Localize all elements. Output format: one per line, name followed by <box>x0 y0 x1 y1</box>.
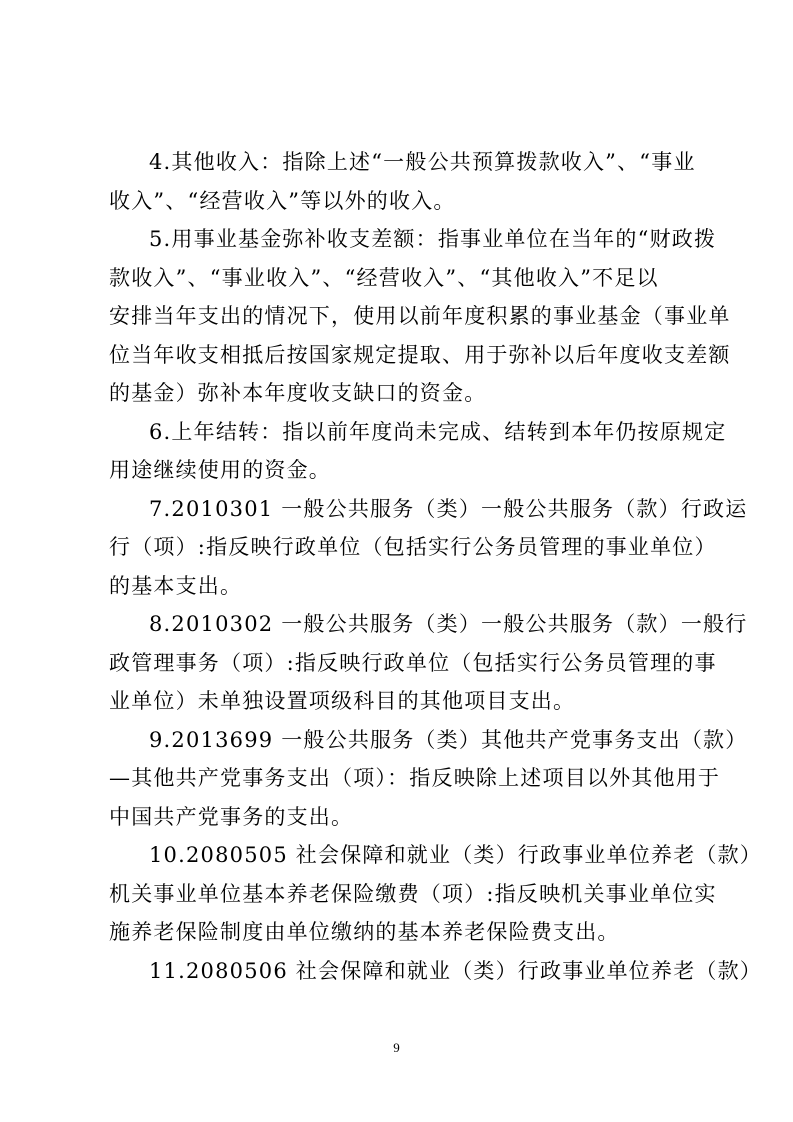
text-line: 施养老保险制度由单位缴纳的基本养老保险费支出。 <box>109 920 620 944</box>
paragraph-2010301 <box>109 490 748 606</box>
paragraph-business-fund <box>109 220 731 413</box>
text-line: 业单位）未单独设置项级科目的其他项目支出。 <box>109 689 576 713</box>
paragraph-other-income <box>109 143 709 220</box>
text-line: 收入”、“经营收入”等以外的收入。 <box>109 188 456 213</box>
paragraph-carryover <box>109 413 727 490</box>
text-line: 9.2013699 一般公共服务（类）其他共产党事务支出（款） <box>149 727 748 752</box>
text-line: 6.上年结转：指以前年度尚未完成、结转到本年仍按原规定 <box>149 419 727 444</box>
text-line: 行（项）:指反映行政单位（包括实行公务员管理的事业单位） <box>109 535 717 559</box>
text-line: 11.2080506 社会保障和就业（类）行政事业单位养老（款） <box>149 958 762 983</box>
text-line: 7.2010301 一般公共服务（类）一般公共服务（款）行政运 <box>149 496 748 521</box>
text-line: 用途继续使用的资金。 <box>109 458 331 482</box>
paragraph-2013699 <box>109 721 748 837</box>
paragraph-2080506 <box>109 952 762 991</box>
page-number: 9 <box>393 1040 400 1055</box>
document-body <box>109 143 762 990</box>
text-line: 10.2080505 社会保障和就业（类）行政事业单位养老（款） <box>149 843 762 867</box>
text-line: 机关事业单位基本养老保险缴费（项）:指反映机关事业单位实 <box>109 881 717 906</box>
text-line: 5.用事业基金弥补收支差额：指事业单位在当年的“财政拨 <box>149 227 717 251</box>
text-line: 政管理事务（项）:指反映行政单位（包括实行公务员管理的事 <box>109 650 717 675</box>
text-line: 中国共产党事务的支出。 <box>109 804 354 829</box>
text-line: 的基金）弥补本年度收支缺口的资金。 <box>109 381 487 405</box>
text-line: —其他共产党事务支出（项）：指反映除上述项目以外其他用于 <box>109 766 721 790</box>
text-line: 的基本支出。 <box>109 573 243 598</box>
paragraph-2010302 <box>109 605 748 721</box>
text-line: 8.2010302 一般公共服务（类）一般公共服务（款）一般行 <box>149 612 748 636</box>
text-line: 安排当年支出的情况下，使用以前年度积累的事业基金（事业单 <box>109 304 731 328</box>
text-line: 款收入”、“事业收入”、“经营收入”、“其他收入”不足以 <box>109 265 659 290</box>
text-line: 位当年收支相抵后按国家规定提取、用于弥补以后年度收支差额 <box>109 342 731 367</box>
text-line: 4.其他收入：指除上述“一般公共预算拨款收入”、“事业 <box>149 150 696 174</box>
paragraph-2080505 <box>109 836 762 952</box>
